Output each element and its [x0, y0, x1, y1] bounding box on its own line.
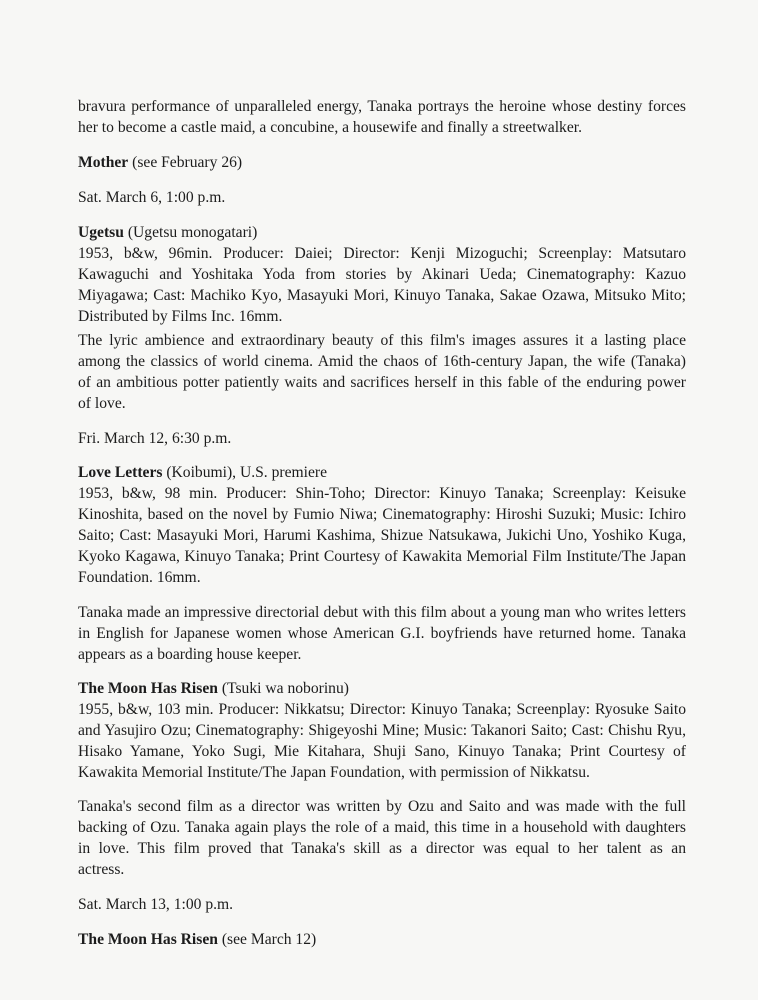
screening-date: Sat. March 6, 1:00 p.m.	[78, 189, 226, 206]
love-letters-heading	[78, 463, 686, 482]
film-subtitle: (Ugetsu monogatari)	[123, 224, 258, 241]
description-line: among the classics of world cinema. Amid the chaos of 16th-century Japan, the wife (Tanaka)	[78, 353, 686, 370]
screening-date: Fri. March 12, 6:30 p.m.	[78, 430, 232, 447]
credits-line: Kyoko Kagawa, Kinuyo Tanaka; Print Courtesy of Kawakita Memorial Film Institute/The Japan	[78, 548, 686, 565]
credits-line: Hisako Yamane, Yoko Sugi, Mie Kitahara, Shuji Sano, Kinuyo Tanaka; Print Courtesy of	[78, 743, 686, 760]
credits-line: Kawakita Memorial Institute/The Japan Foundation, with permission of Nikkatsu.	[78, 764, 590, 781]
screening-date: Sat. March 13, 1:00 p.m.	[78, 896, 234, 913]
credits-line: Foundation. 16mm.	[78, 569, 201, 586]
credits-line: Distributed by Films Inc. 16mm.	[78, 308, 283, 325]
film-note: (see March 12)	[217, 931, 317, 948]
mother-heading	[78, 153, 686, 172]
description-line: Tanaka made an impressive directorial debut with this film about a young man who writes letters	[78, 604, 686, 621]
description-line: The lyric ambience and extraordinary beauty of this film's images assures it a lasting place	[78, 332, 686, 349]
ugetsu-heading	[78, 223, 686, 242]
description-line: appears as a boarding house keeper.	[78, 646, 302, 663]
moon-repeat-heading	[78, 930, 686, 949]
film-title: The Moon Has Risen	[78, 680, 218, 697]
credits-line: Saito; Cast: Masayuki Mori, Harumi Kashima, Shizue Natsukawa, Jukichi Uno, Yoshiko Kuga,	[78, 527, 686, 544]
intro-line: her to become a castle maid, a concubine, a housewife and finally a streetwalker.	[78, 119, 582, 136]
credits-line: 1953, b&w, 96min. Producer: Daiei; Director: Kenji Mizoguchi; Screenplay: Matsutaro	[78, 245, 686, 262]
description-line: of an ambitious potter patiently waits and sacrifices herself in this fable of the enduring power	[78, 374, 686, 391]
credits-line: 1955, b&w, 103 min. Producer: Nikkatsu; Director: Kinuyo Tanaka; Screenplay: Ryosuke Saito	[78, 701, 686, 718]
credits-line: 1953, b&w, 98 min. Producer: Shin-Toho; Director: Kinuyo Tanaka; Screenplay: Keisuke	[78, 485, 686, 502]
film-subtitle: (Koibumi), U.S. premiere	[162, 464, 328, 481]
film-title: The Moon Has Risen	[78, 931, 218, 948]
credits-line: Kawaguchi and Yoshitaka Yoda from stories by Akinari Ueda; Cinematography: Kazuo	[78, 266, 686, 283]
credits-line: and Yasujiro Ozu; Cinematography: Shigeyoshi Mine; Music: Takanori Saito; Cast: Chishu Ryu,	[78, 722, 686, 739]
film-title: Ugetsu	[78, 224, 124, 241]
film-note: (see February 26)	[128, 154, 243, 171]
moon-heading	[78, 679, 686, 698]
description-line: Tanaka's second film as a director was written by Ozu and Saito and was made with the full	[78, 798, 686, 815]
credits-line: Miyagawa; Cast: Machiko Kyo, Masayuki Mori, Kinuyo Tanaka, Sakae Ozawa, Mitsuko Mito;	[78, 287, 686, 304]
film-title: Love Letters	[78, 464, 163, 481]
description-line: actress.	[78, 861, 125, 878]
description-line: in English for Japanese women whose American G.I. boyfriends have returned home. Tanaka	[78, 625, 686, 642]
film-subtitle: (Tsuki wa noborinu)	[217, 680, 349, 697]
credits-line: Kinoshita, based on the novel by Fumio Niwa; Cinematography: Hiroshi Suzuki; Music: Ichiro	[78, 506, 686, 523]
description-line: of love.	[78, 395, 126, 412]
description-line: backing of Ozu. Tanaka again plays the role of a maid, this time in a household with daughters	[78, 819, 686, 836]
intro-line: bravura performance of unparalleled energy, Tanaka portrays the heroine whose destiny forces	[78, 98, 686, 115]
description-line: in love. This film proved that Tanaka's skill as a director was equal to her talent as an	[78, 840, 686, 857]
film-title: Mother	[78, 154, 129, 171]
